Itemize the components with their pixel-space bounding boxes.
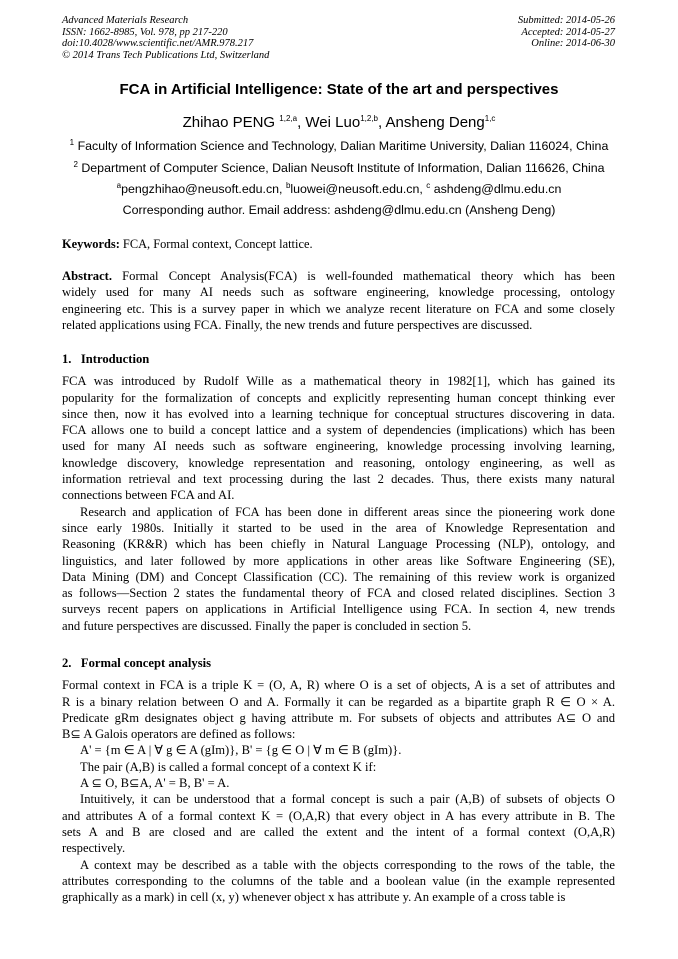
author-sup: 1,2,a bbox=[279, 114, 298, 123]
paragraph-line: knowledge discovery, knowledge representation and reasoning, ontology engineering, as well as bbox=[62, 455, 615, 470]
author-name: Ansheng Deng bbox=[385, 114, 485, 131]
paragraph-line: attributes corresponding to the columns of the table and a boolean value (in the example represented bbox=[62, 873, 615, 888]
paragraph-line: Intuitively, it can be understood that a formal concept is such a pair (A,B) of subsets of objects O bbox=[80, 792, 615, 807]
corresponding-author: Corresponding author. Email address: ashdeng@dlmu.edu.cn (Ansheng Deng) bbox=[122, 203, 556, 217]
dates-info bbox=[518, 15, 615, 50]
paragraph-line: respectively. bbox=[62, 841, 126, 856]
paragraph-line: used for many AI needs such as software engineering, knowledge processing involving learning, bbox=[62, 439, 615, 454]
paragraph-line: Predicate gRm designates object g having attribute m. For subsets of objects and attributes A⊆ O and bbox=[62, 710, 615, 725]
email-sup: c bbox=[426, 181, 431, 190]
author-sup: 1,c bbox=[484, 114, 496, 123]
paragraph-line: A' = {m ∈ A | ∀ g ∈ A (gIm)}, B' = {g ∈ O | ∀ m ∈ B (gIm)}. bbox=[80, 743, 402, 758]
author-name: Wei Luo bbox=[305, 114, 361, 131]
paragraph-line: R is a binary relation between O and A. Formally it can be regarded as a bipartite graph R ∈ O × A. bbox=[62, 694, 615, 709]
email: pengzhihao@neusoft.edu.cn, bbox=[121, 182, 286, 197]
paragraph-line: as follows—Section 2 states the fundamental theory of FCA and closed related disciplines. Section 3 bbox=[62, 586, 615, 601]
aff-text: Department of Computer Science, Dalian Neusoft Institute of Information, Dalian 116626, China bbox=[81, 161, 605, 176]
paragraph-line: Reasoning (KR&R) which has been chiefly in Natural Language Processing (NLP), ontology, and bbox=[62, 537, 615, 552]
aff-sup: 1 bbox=[69, 138, 75, 147]
paragraph-line: information retrieval and text processing during the last 2 decades. Thus, there exists many natural bbox=[62, 472, 615, 487]
abstract-line: widely used for many AI needs such as software engineering, knowledge processing, ontology bbox=[62, 285, 615, 300]
paragraph-line: linguistics, and later followed by more applications in other areas like Software Engineering (SE), bbox=[62, 553, 615, 568]
author-name: Zhihao PENG bbox=[182, 114, 276, 131]
paragraph-line: connections between FCA and AI. bbox=[62, 488, 235, 503]
submitted-date: Submitted: 2014-05-26 bbox=[517, 15, 615, 26]
copyright: © 2014 Trans Tech Publications Ltd, Switzerland bbox=[62, 49, 270, 61]
accepted-date: Accepted: 2014-05-27 bbox=[521, 26, 615, 38]
paragraph-line: popularity for the formalization of concepts and explicitly representing human concept thinking ever bbox=[62, 390, 615, 405]
section-heading: 1. Introduction bbox=[62, 352, 150, 366]
paragraph-line: A context may be described as a table with the objects corresponding to the rows of the table, the bbox=[80, 857, 615, 872]
paragraph-line: and future perspectives are discussed. Finally the paper is concluded in section 5. bbox=[62, 618, 472, 633]
abstract bbox=[62, 268, 615, 333]
abstract-line: Formal Concept Analysis(FCA) is well-founded mathematical theory which has been bbox=[112, 269, 615, 283]
abstract-line: engineering etc. This is a survey paper in which we analyze recent literature on FCA and some closely bbox=[62, 301, 615, 316]
aff-sup: 2 bbox=[73, 160, 78, 169]
email: luowei@neusoft.edu.cn, bbox=[290, 182, 427, 197]
paragraph-line: since then, now it has evolved into a learning technique for conceptual structures discovering in data. bbox=[62, 406, 615, 421]
abstract-line: related applications using FCA. Finally, the new trends and future perspectives are discussed. bbox=[62, 317, 533, 332]
paragraph-line: A ⊆ O, B⊆A, A' = B, B' = A. bbox=[80, 776, 230, 791]
journal-info bbox=[62, 15, 269, 61]
keywords-text: FCA, Formal context, Concept lattice. bbox=[119, 237, 313, 251]
online-date: Online: 2014-06-30 bbox=[531, 38, 615, 50]
paragraph-line: graphically as a mark) in cell (x, y) whenever object x has attribute y. An example of a cross table is bbox=[62, 890, 566, 905]
paragraph-line: Research and application of FCA has been done in different areas since the pioneering work done bbox=[80, 504, 615, 519]
journal-name: Advanced Materials Research bbox=[62, 15, 189, 26]
paragraph-line: B⊆ A Galois operators are defined as follows: bbox=[62, 727, 296, 742]
affiliation bbox=[0, 160, 678, 175]
paragraph-line: since early 1980s. Initially it started to be used in the area of Knowledge Representation and bbox=[62, 520, 615, 535]
paragraph-line: sets A and B are closed and are called the extent and the intent of a formal context (O,A,R) bbox=[62, 824, 615, 839]
email-sup: a bbox=[116, 181, 122, 190]
affiliation bbox=[0, 138, 678, 153]
paragraph-line: and attributes A of a formal context K = (O,A,R) that every object in A has every attribute in B. The bbox=[62, 808, 615, 823]
issn: ISSN: 1662-8985, Vol. 978, pp 217-220 bbox=[62, 26, 228, 38]
section-formal-concept-analysis bbox=[62, 655, 615, 905]
emails bbox=[0, 181, 678, 196]
paragraph-line: Formal context in FCA is a triple K = (O, A, R) where O is a set of objects, A is a set of attributes and bbox=[62, 678, 615, 693]
author-sup: 1,2,b bbox=[360, 114, 378, 123]
paragraph-line: The pair (A,B) is called a formal concept of a context K if: bbox=[80, 759, 377, 774]
section-heading: 2. Formal concept analysis bbox=[62, 656, 212, 670]
doi: doi:10.4028/www.scientific.net/AMR.978.217 bbox=[62, 38, 254, 50]
keywords bbox=[62, 237, 615, 252]
keywords-label: Keywords: bbox=[62, 237, 120, 251]
paragraph-line: FCA was introduced by Rudolf Wille as a mathematical theory in 1982[1], which has gained its bbox=[62, 374, 615, 389]
aff-text: Faculty of Information Science and Technology, Dalian Maritime University, Dalian 116024, China bbox=[77, 139, 609, 154]
paragraph-line: FCA allows one to build a concept lattice and a system of dependencies (implications) which has been bbox=[62, 423, 615, 438]
section-introduction bbox=[62, 351, 615, 634]
paper-title: FCA in Artificial Intelligence: State of the art and perspectives bbox=[119, 81, 559, 98]
email-sup: b bbox=[285, 181, 291, 190]
authors: Zhihao PENG $^{1,2,a}$, Wei Luo$^{1,2,b}$, Ansheng Deng$^{1,c}$ bbox=[182, 114, 496, 131]
paragraph-line: Data Mining (DM) and Concept Classification (CC). The remaining of this review work is organized bbox=[62, 569, 615, 584]
paragraph-line: surveys recent papers on applications in Artificial Intelligence using FCA. In section 4, new trends bbox=[62, 602, 615, 617]
abstract-label: Abstract. bbox=[62, 269, 113, 283]
email: ashdeng@dlmu.edu.cn bbox=[430, 182, 562, 197]
